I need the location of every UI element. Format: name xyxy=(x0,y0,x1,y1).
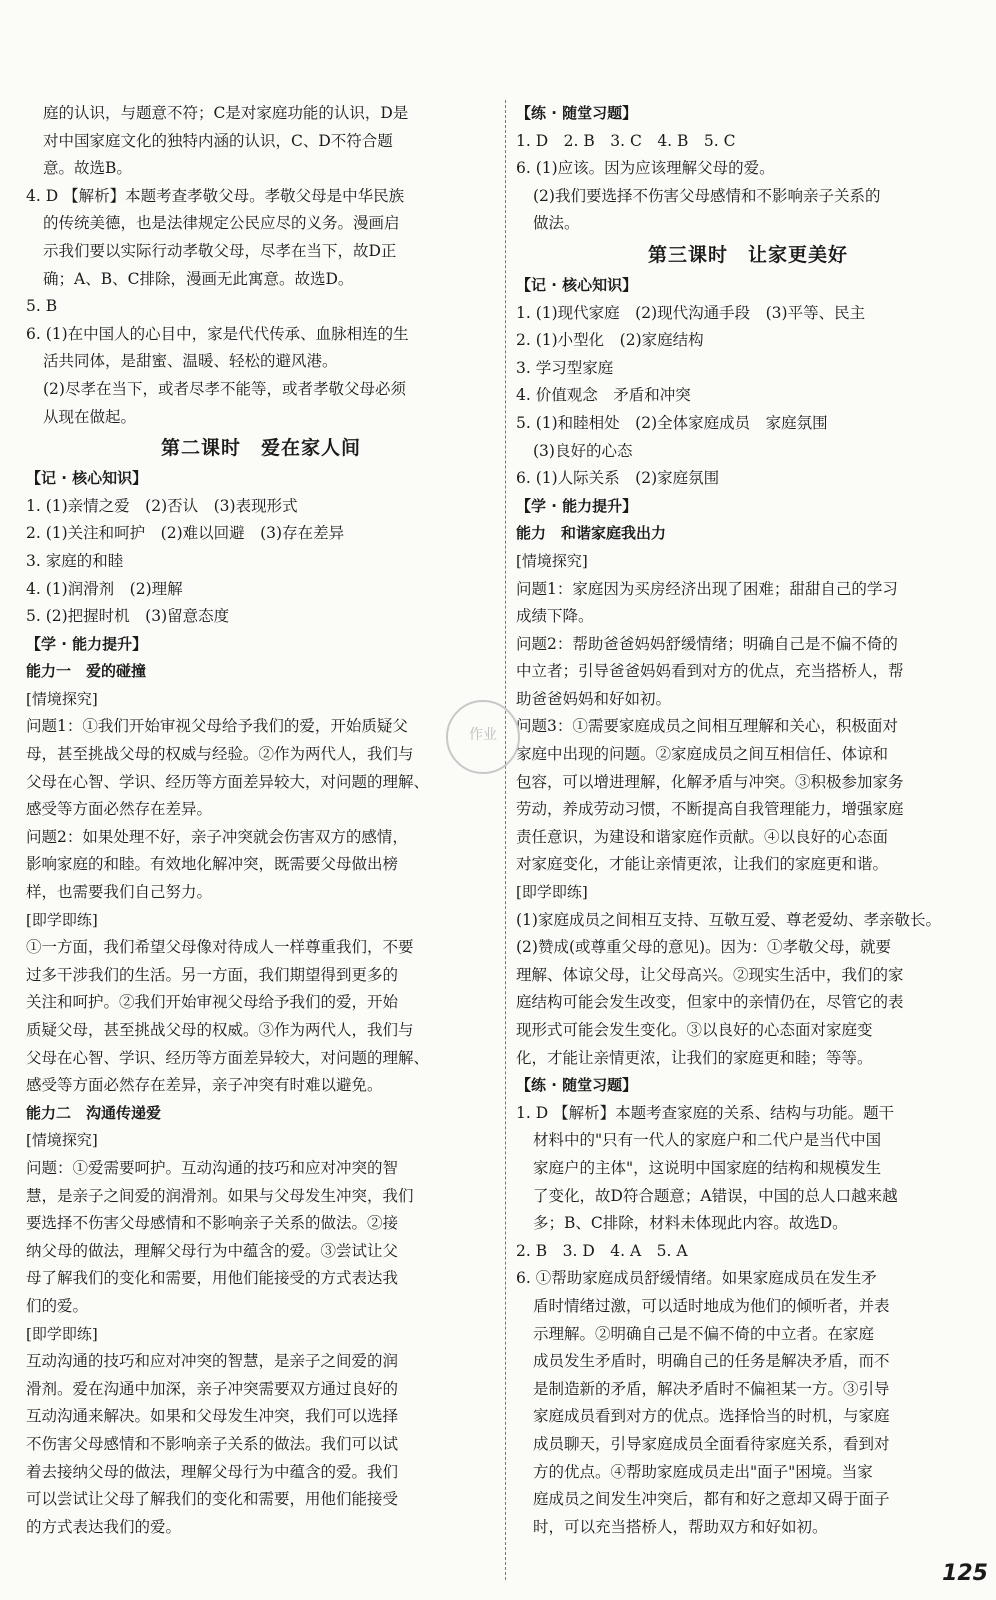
text-line: 1. (1)亲情之爱 (2)否认 (3)表现形式 xyxy=(26,496,298,515)
text-line: 对中国家庭文化的独特内涵的认识，C、D不符合题 xyxy=(43,131,393,150)
text-line: 可以尝试让父母了解我们的变化和需要，用他们能接受 xyxy=(26,1490,399,1509)
text-line: 中立者；引导爸爸妈妈看到对方的优点，充当搭桥人，帮 xyxy=(516,662,904,681)
section-heading: 【学 · 能力提升】 xyxy=(26,634,148,653)
left-column xyxy=(26,100,496,1541)
text-line: 示我们要以实际行动孝敬父母，尽孝在当下，故D正 xyxy=(43,241,397,260)
text-line: 是制造新的矛盾，解决矛盾时不偏袒某一方。③引导 xyxy=(533,1379,890,1398)
text-line: 不伤害父母感情和不影响亲子关系的做法。我们可以试 xyxy=(26,1434,399,1453)
text-line: 过多干涉我们的生活。另一方面，我们期望得到更多的 xyxy=(26,965,399,984)
text-line: 2. (1)关注和呵护 (2)难以回避 (3)存在差异 xyxy=(26,524,345,543)
text-line: 问题：①爱需要呵护。互动沟通的技巧和应对冲突的智 xyxy=(26,1158,399,1177)
text-line: 6. (1)在中国人的心目中，家是代代传承、血脉相连的生 xyxy=(26,324,409,343)
text-line: 1. D 【解析】本题考查家庭的关系、结构与功能。题干 xyxy=(516,1103,895,1122)
text-line: 2. B 3. D 4. A 5. A xyxy=(516,1241,688,1260)
text-line: 活共同体，是甜蜜、温暖、轻松的避风港。 xyxy=(43,352,338,371)
text-line: 感受等方面必然存在差异，亲子冲突有时难以避免。 xyxy=(26,1076,383,1095)
text-line: 庭结构可能会发生改变，但家中的亲情仍在，尽管它的表 xyxy=(516,993,904,1012)
text-line: 盾时情绪过激，可以适时地成为他们的倾听者，并表 xyxy=(533,1296,890,1315)
text-line: ①一方面，我们希望父母像对待成人一样尊重我们，不要 xyxy=(26,938,414,957)
text-line: 纳父母的做法，理解父母行为中蕴含的爱。③尝试让父 xyxy=(26,1241,399,1260)
text-line: 2. (1)小型化 (2)家庭结构 xyxy=(516,331,704,350)
text-line: 现形式可能会发生变化。③以良好的心态面对家庭变 xyxy=(516,1021,873,1039)
text-line: 互动沟通的技巧和应对冲突的智慧，是亲子之间爱的润 xyxy=(26,1352,399,1371)
text-line: 要选择不伤害父母感情和不影响亲子关系的做法。②接 xyxy=(26,1214,399,1233)
right-column xyxy=(516,100,980,1541)
text-line: 做法。 xyxy=(533,214,580,233)
text-line: 劳动，养成劳动习惯，不断提高自我管理能力，增强家庭 xyxy=(516,800,904,819)
text-line: 父母在心智、学识、经历等方面差异较大，对问题的理解、 xyxy=(26,1048,430,1067)
text-line: 4. 价值观念 矛盾和冲突 xyxy=(516,386,691,405)
text-line: 理解、体谅父母，让父母高兴。②现实生活中，我们的家 xyxy=(516,965,904,984)
text-line: 1. D 2. B 3. C 4. B 5. C xyxy=(516,131,736,150)
text-line: 包容，可以增进理解，化解矛盾与冲突。③积极参加家务 xyxy=(516,772,904,791)
subsection-tag: [情境探究] xyxy=(26,1131,98,1150)
text-line: (2)我们要选择不伤害父母感情和不影响亲子关系的 xyxy=(533,186,881,205)
text-line: 从现在做起。 xyxy=(43,407,137,426)
text-line: 问题1：家庭因为买房经济出现了困难；甜甜自己的学习 xyxy=(516,579,898,598)
text-line: 材料中的"只有一代人的家庭户和二代户是当代中国 xyxy=(533,1131,882,1150)
ability-heading: 能力 和谐家庭我出力 xyxy=(516,524,667,543)
text-line: 6. (1)人际关系 (2)家庭氛围 xyxy=(516,469,720,488)
lesson-heading: 第三课时 让家更美好 xyxy=(647,243,848,266)
text-line: 家庭户的主体"，这说明中国家庭的结构和规模发生 xyxy=(533,1158,882,1177)
text-line: 6. ①帮助家庭成员舒缓情绪。如果家庭成员在发生矛 xyxy=(516,1269,877,1288)
text-line: 对家庭变化，才能让亲情更浓，让我们的家庭更和谐。 xyxy=(516,855,889,874)
text-line: 多；B、C排除，材料未体现此内容。故选D。 xyxy=(533,1214,848,1233)
text-line: 助爸爸妈妈和好如初。 xyxy=(516,689,672,708)
watermark-stamp: 作业 xyxy=(446,700,520,774)
section-heading: 【练 · 随堂习题】 xyxy=(516,1076,638,1095)
text-line: 方的优点。④帮助家庭成员走出"面子"困境。当家 xyxy=(533,1462,873,1481)
text-line: 1. (1)现代家庭 (2)现代沟通手段 (3)平等、民主 xyxy=(516,303,866,322)
text-line: 成员发生矛盾时，明确自己的任务是解决矛盾，而不 xyxy=(533,1352,890,1371)
text-line: 时，可以充当搭桥人，帮助双方和好如初。 xyxy=(533,1517,828,1536)
section-heading: 【记 · 核心知识】 xyxy=(516,275,638,294)
text-line: 质疑父母，甚至挑战父母的权威。③作为两代人，我们与 xyxy=(26,1021,414,1039)
text-line: 样，也需要我们自己努力。 xyxy=(26,883,213,902)
text-line: 的传统美德，也是法律规定公民应尽的义务。漫画启 xyxy=(43,214,400,233)
text-line: 化，才能让亲情更浓，让我们的家庭更和睦；等等。 xyxy=(516,1048,873,1067)
text-line: 确；A、B、C排除，漫画无此寓意。故选D。 xyxy=(43,269,354,288)
column-divider xyxy=(505,100,506,1580)
subsection-tag: [即学即练] xyxy=(26,1324,98,1343)
text-line: 感受等方面必然存在差异。 xyxy=(26,800,213,819)
text-line: 成绩下降。 xyxy=(516,607,594,626)
lesson-heading: 第二课时 爱在家人间 xyxy=(160,437,361,460)
section-heading: 【学 · 能力提升】 xyxy=(516,496,638,515)
text-line: 6. (1)应该。因为应该理解父母的爱。 xyxy=(516,159,775,178)
text-line: 母，甚至挑战父母的权威与经验。②作为两代人，我们与 xyxy=(26,745,414,764)
ability-heading: 能力一 爱的碰撞 xyxy=(26,662,147,681)
text-line: 家庭中出现的问题。②家庭成员之间互相信任、体谅和 xyxy=(516,745,889,764)
text-line: 慧，是亲子之间爱的润滑剂。如果与父母发生冲突，我们 xyxy=(26,1186,414,1205)
section-heading: 【记 · 核心知识】 xyxy=(26,469,148,488)
text-line: 5. (1)和睦相处 (2)全体家庭成员 家庭氛围 xyxy=(516,413,828,432)
text-line: 互动沟通来解决。如果和父母发生冲突，我们可以选择 xyxy=(26,1407,399,1426)
page-number: 125 xyxy=(942,1561,988,1586)
subsection-tag: [即学即练] xyxy=(26,910,98,929)
text-line: 4. (1)润滑剂 (2)理解 xyxy=(26,579,183,598)
text-line: 4. D 【解析】本题考查孝敬父母。孝敬父母是中华民族 xyxy=(26,186,405,205)
text-line: 庭成员之间发生冲突后，都有和好之意却又碍于面子 xyxy=(533,1490,890,1509)
text-line: 问题1：①我们开始审视父母给予我们的爱，开始质疑父 xyxy=(26,717,408,736)
text-line: 示理解。②明确自己是不偏不倚的中立者。在家庭 xyxy=(533,1324,875,1343)
text-line: (3)良好的心态 xyxy=(533,441,633,460)
section-heading: 【练 · 随堂习题】 xyxy=(516,104,638,122)
text-line: 了变化，故D符合题意；A错误，中国的总人口越来越 xyxy=(533,1186,898,1205)
text-line: (1)家庭成员之间相互支持、互敬互爱、尊老爱幼、孝亲敬长。 xyxy=(516,910,941,929)
text-line: (2)赞成(或尊重父母的意见)。因为：①孝敬父母，就要 xyxy=(516,938,892,957)
text-line: 着去接纳父母的做法，理解父母行为中蕴含的爱。我们 xyxy=(26,1462,399,1481)
subsection-tag: [情境探究] xyxy=(516,551,588,570)
text-line: 责任意识，为建设和谐家庭作贡献。④以良好的心态面 xyxy=(516,827,889,846)
text-line: 的方式表达我们的爱。 xyxy=(26,1517,182,1536)
text-line: 意。故选B。 xyxy=(43,159,132,178)
text-line: 庭的认识，与题意不符；C是对家庭功能的认识，D是 xyxy=(43,104,409,122)
text-line: 3. 学习型家庭 xyxy=(516,358,614,377)
subsection-tag: [情境探究] xyxy=(26,689,98,708)
text-line: 们的爱。 xyxy=(26,1296,89,1315)
ability-heading: 能力二 沟通传递爱 xyxy=(26,1103,162,1122)
text-line: 家庭成员看到对方的优点。选择恰当的时机，与家庭 xyxy=(533,1407,890,1426)
text-line: (2)尽孝在当下，或者尽孝不能等，或者孝敬父母必须 xyxy=(43,379,406,398)
text-line: 5. (2)把握时机 (3)留意态度 xyxy=(26,607,230,626)
text-line: 问题2：帮助爸爸妈妈舒缓情绪；明确自己是不偏不倚的 xyxy=(516,634,898,653)
text-line: 问题3：①需要家庭成员之间相互理解和关心，积极面对 xyxy=(516,717,898,736)
text-line: 问题2：如果处理不好，亲子冲突就会伤害双方的感情， xyxy=(26,827,408,846)
text-line: 母了解我们的变化和需要，用他们能接受的方式表达我 xyxy=(26,1269,399,1288)
text-line: 父母在心智、学识、经历等方面差异较大，对问题的理解、 xyxy=(26,772,430,791)
subsection-tag: [即学即练] xyxy=(516,883,588,902)
text-line: 滑剂。爱在沟通中加深，亲子冲突需要双方通过良好的 xyxy=(26,1379,399,1398)
text-line: 影响家庭的和睦。有效地化解冲突，既需要父母做出榜 xyxy=(26,855,399,874)
text-line: 3. 家庭的和睦 xyxy=(26,551,124,570)
text-line: 关注和呵护。②我们开始审视父母给予我们的爱，开始 xyxy=(26,993,399,1012)
text-line: 5. B xyxy=(26,297,58,316)
text-line: 成员聊天，引导家庭成员全面看待家庭关系，看到对 xyxy=(533,1434,890,1453)
